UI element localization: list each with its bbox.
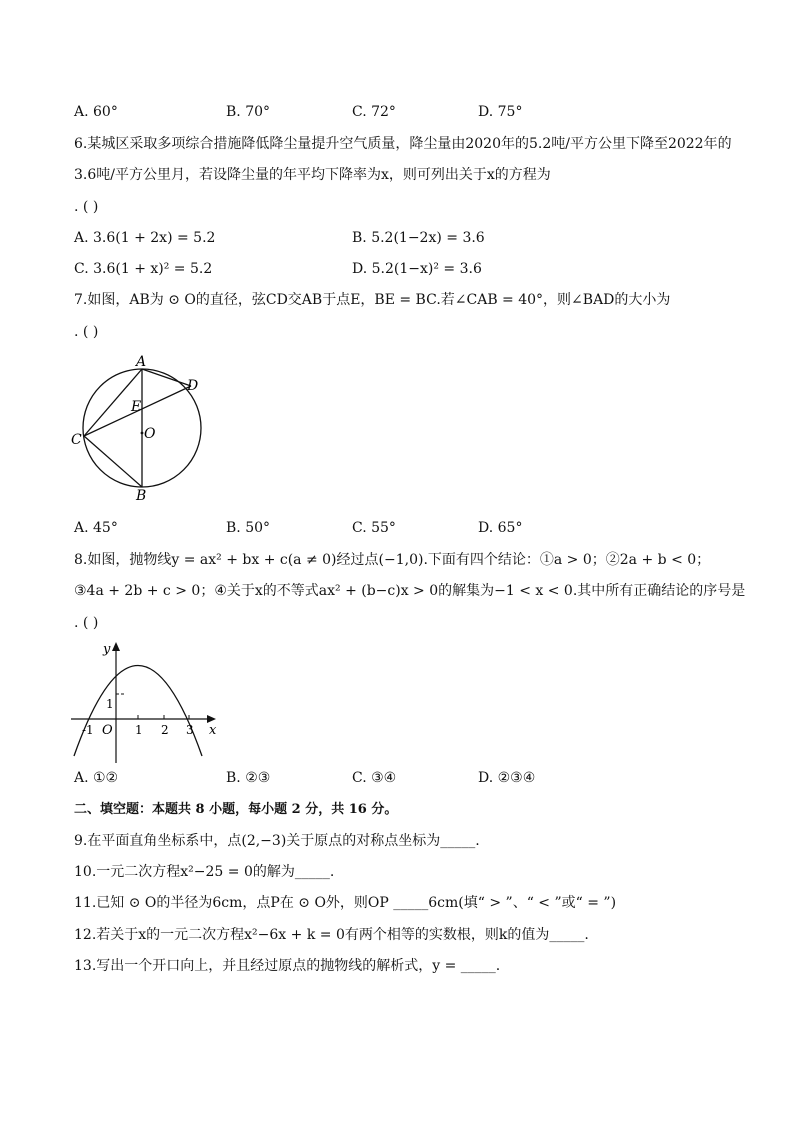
- q12: 12.若关于x的一元二次方程x²−6x + k = 0有两个相等的实数根，则k的值为_____.: [74, 927, 589, 943]
- x-axis-arrow: [207, 715, 216, 723]
- q7-option-b: B. 50°: [226, 520, 271, 536]
- label-b: B: [136, 488, 147, 504]
- q6-option-c: C. 3.6(1 + x)² = 5.2: [74, 261, 213, 277]
- label-y-one: 1: [106, 697, 114, 711]
- q8-option-a: A. ①②: [74, 770, 119, 786]
- q8-stem-line2: ③4a + 2b + c > 0；④关于x的不等式ax² + (b−c)x > 0的解集为−1 < x < 0.其中所有正确结论的序号是: [74, 583, 746, 599]
- q7-answer-paren: . ( ): [74, 324, 99, 340]
- q8-answer-paren: . ( ): [74, 615, 99, 631]
- tick-label-2: 2: [161, 723, 169, 737]
- q5-option-a: A. 60°: [74, 104, 118, 120]
- q5-option-c: C. 72°: [352, 104, 396, 120]
- label-c: C: [71, 432, 82, 448]
- q6-option-b: B. 5.2(1−2x) = 3.6: [352, 230, 485, 246]
- q7-option-c: C. 55°: [352, 520, 396, 536]
- section-heading-fill-in: 二、填空题：本题共 8 小题，每小题 2 分，共 16 分。: [74, 802, 398, 817]
- q8-parabola-figure: [66, 638, 226, 768]
- q7-option-d: D. 65°: [478, 520, 523, 536]
- q5-option-d: D. 75°: [478, 104, 523, 120]
- q6-answer-paren: . ( ): [74, 199, 99, 215]
- q5-option-b: B. 70°: [226, 104, 271, 120]
- tick-label-neg1: -1: [82, 723, 94, 737]
- q6-option-a: A. 3.6(1 + 2x) = 5.2: [74, 230, 216, 246]
- tick-label-1: 1: [135, 723, 143, 737]
- q8-stem-line1: 8.如图，抛物线y = ax² + bx + c(a ≠ 0)经过点(−1,0).下面有四个结论：①a > 0；②2a + b < 0；: [74, 552, 711, 568]
- label-a: A: [136, 354, 147, 370]
- q10: 10.一元二次方程x²−25 = 0的解为_____.: [74, 864, 335, 880]
- q13: 13.写出一个开口向上，并且经过原点的抛物线的解析式，y = _____.: [74, 958, 501, 974]
- q6-option-d: D. 5.2(1−x)² = 3.6: [352, 261, 482, 277]
- q11: 11.已知 ⊙ O的半径为6cm，点P在 ⊙ O外，则OP _____6cm(填“ > ”、“ < ”或“ = ”): [74, 895, 617, 911]
- center-dot: [141, 432, 144, 435]
- label-origin: O: [102, 723, 113, 738]
- label-d: D: [187, 378, 199, 394]
- q7-circle-figure: [66, 350, 216, 505]
- segment-ad: [142, 369, 191, 386]
- q7-stem: 7.如图，AB为 ⊙ O的直径，弦CD交AB于点E，BE = BC.若∠CAB = 40°，则∠BAD的大小为: [74, 292, 671, 308]
- q8-option-c: C. ③④: [352, 770, 397, 786]
- label-o: O: [144, 426, 156, 442]
- y-axis-arrow: [112, 642, 120, 651]
- label-x: x: [209, 723, 217, 738]
- tick-label-3: 3: [186, 723, 194, 737]
- q6-stem-line1: 6.某城区采取多项综合措施降低降尘量提升空气质量，降尘量由2020年的5.2吨/平方公里下降至2022年的: [74, 136, 732, 152]
- q9: 9.在平面直角坐标系中，点(2,−3)关于原点的对称点坐标为_____.: [74, 833, 480, 849]
- q7-option-a: A. 45°: [74, 520, 118, 536]
- label-e: E: [131, 399, 142, 415]
- q8-option-b: B. ②③: [226, 770, 271, 786]
- q8-option-d: D. ②③④: [478, 770, 536, 786]
- parabola-curve: [74, 666, 202, 757]
- label-y: y: [103, 642, 111, 657]
- q6-stem-line2: 3.6吨/平方公里月，若设降尘量的年平均下降率为x，则可列出关于x的方程为: [74, 167, 551, 183]
